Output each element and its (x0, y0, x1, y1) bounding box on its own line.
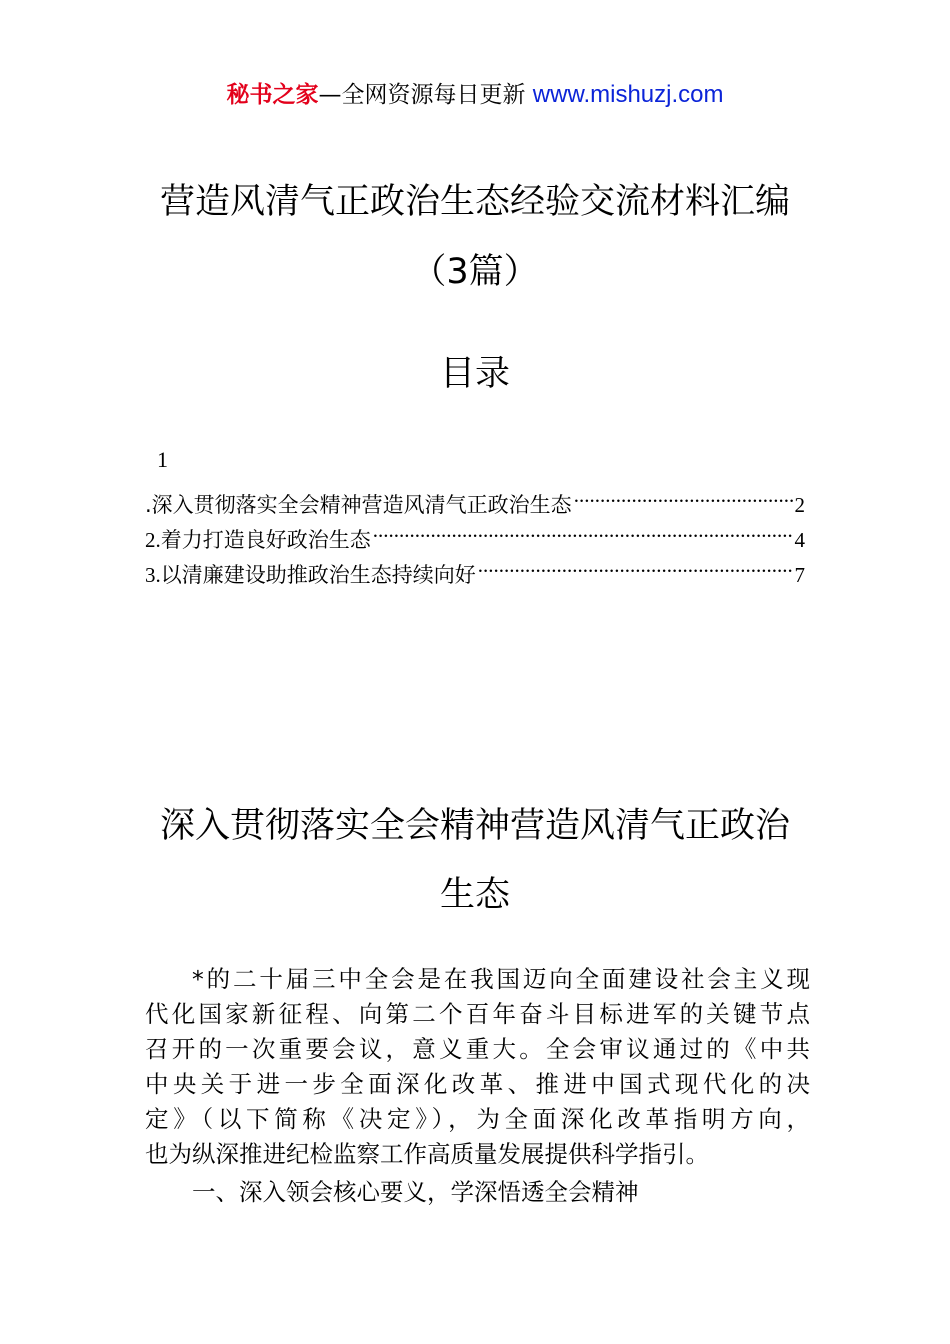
toc-entry-text: 着力打造良好政治生态 (160, 528, 371, 552)
toc-entry-number: 3. (145, 563, 161, 587)
toc-leader-dots (574, 478, 793, 512)
paragraph-line: 召开的一次重要会议，意义重大。全会审议通过的《中共 (145, 1035, 810, 1063)
paragraph-line: 也为纵深推进纪检监察工作高质量发展提供科学指引。 (145, 1140, 709, 1168)
paragraph-line: *的二十届三中全会是在我国迈向全面建设社会主义现 (192, 965, 810, 993)
site-tagline: —全网资源每日更新 (318, 82, 526, 108)
toc-entry-number: 2. (145, 528, 161, 552)
site-brand: 秘书之家 (226, 82, 319, 108)
toc-entry-page: 7 (794, 563, 805, 587)
article-title-continued: 生态 (439, 875, 510, 915)
site-url-link[interactable]: www.mishuzj.com (532, 81, 724, 108)
toc-entry-page: 2 (794, 493, 805, 517)
article-paragraph (145, 962, 810, 1172)
toc-entry-number: 1 (157, 447, 168, 472)
site-header (0, 78, 950, 112)
toc-entry-text: .深入贯彻落实全会精神营造风清气正政治生态 (145, 493, 572, 517)
paragraph-line: 代化国家新征程、向第二个百年奋斗目标进军的关键节点 (145, 1000, 810, 1028)
toc-leader-dots (373, 513, 793, 547)
toc-entry[interactable] (145, 548, 805, 592)
document-title: 营造风清气正政治生态经验交流材料汇编 (159, 182, 790, 222)
paragraph-line: 定》（以下简称《决定》），为全面深化改革指明方向， (145, 1105, 810, 1133)
document-title-count: （3篇） (411, 252, 539, 292)
paragraph-line: 中央关于进一步全面深化改革、推进中国式现代化的决 (145, 1070, 810, 1098)
article-title: 深入贯彻落实全会精神营造风清气正政治 (159, 806, 790, 846)
toc-entry-page: 4 (794, 528, 805, 552)
toc-heading: 目录 (439, 354, 510, 394)
section-heading: 一、深入领会核心要义，学深悟透全会精神 (192, 1178, 639, 1206)
toc-leader-dots (478, 548, 793, 582)
toc-entry-text: 以清廉建设助推政治生态持续向好 (160, 563, 476, 587)
